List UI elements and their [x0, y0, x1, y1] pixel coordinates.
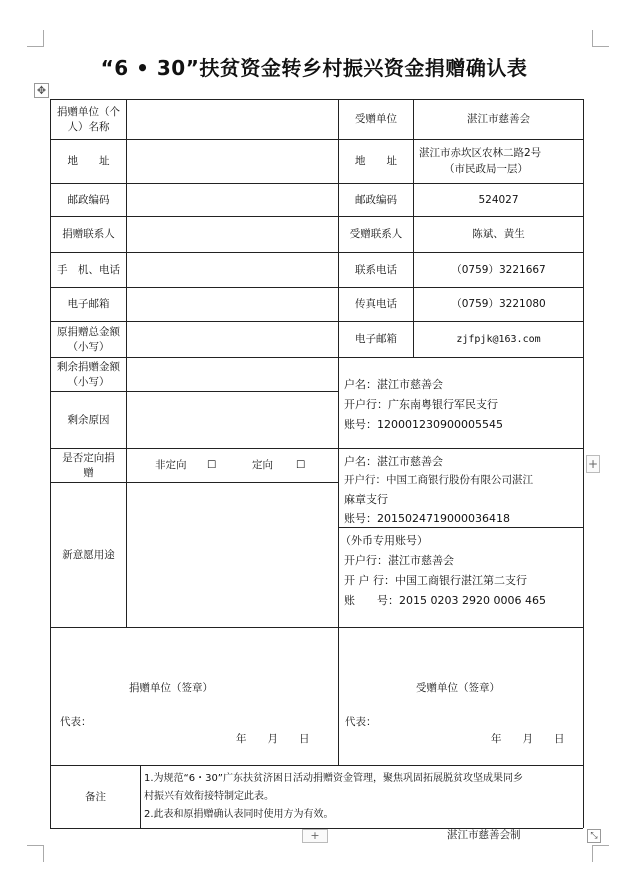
remarks-note-line3: 2.此表和原捐赠确认表同时使用方为有效。	[144, 809, 334, 820]
table-resize-handle-icon[interactable]: ⤡	[587, 829, 601, 843]
donor-unit-field[interactable]	[127, 100, 338, 139]
crop-mark-bottom-right	[592, 845, 609, 862]
donor-address-field[interactable]	[127, 140, 338, 183]
recipient-unit-label: 受赠单位	[355, 113, 397, 125]
bank2-bank-name-line2: 麻章支行	[344, 493, 388, 506]
recipient-unit-value: 湛江市慈善会	[467, 113, 530, 125]
remaining-reason-label: 剩余原因	[67, 413, 110, 426]
bank3-header: （外币专用账号）	[340, 534, 428, 547]
bank3-bank-name: 开 户 行：中国工商银行湛江第二支行	[344, 574, 527, 587]
recipient-contact-value: 陈斌、黄生	[472, 228, 525, 240]
footer-issuer: 湛江市慈善会制	[447, 829, 521, 841]
new-purpose-field[interactable]	[127, 483, 338, 627]
directed-checkbox[interactable]: ☐	[296, 459, 306, 471]
address-label: 地 址	[67, 155, 110, 167]
recipient-address-value	[414, 140, 583, 183]
directed-label: 是否定向捐赠	[62, 451, 115, 479]
recipient-email-value: zjfpjk@163.com	[456, 334, 541, 345]
bank1-account-name: 户名：湛江市慈善会	[344, 378, 443, 391]
recipient-representative-label: 代表：	[345, 716, 377, 728]
donor-mobile-field[interactable]	[127, 253, 338, 287]
crop-mark-top-right	[592, 30, 609, 47]
remaining-amount-label: 剩余捐赠金额（小写）	[57, 360, 120, 388]
donor-signature-area[interactable]	[51, 628, 338, 765]
recipient-phone-label: 联系电话	[355, 263, 397, 276]
bank2-account-name: 户名：湛江市慈善会	[344, 455, 443, 468]
recipient-address-line2: （市民政局一层）	[444, 163, 528, 175]
bank3-account-number: 账 号：2015 0203 2920 0006 465	[344, 594, 546, 607]
recipient-phone-value: （0759）3221667	[451, 263, 546, 276]
postcode-label: 邮政编码	[67, 193, 110, 206]
donor-unit-label: 捐赠单位（个人）名称	[57, 105, 120, 133]
remaining-reason-field[interactable]	[127, 392, 338, 448]
recipient-seal-label: 受赠单位（签章）	[416, 682, 500, 694]
donor-contact-label: 捐赠联系人	[62, 228, 115, 240]
directed-option-label: 定向	[252, 459, 273, 471]
recipient-fax-label: 传真电话	[355, 298, 397, 310]
remarks-label: 备注	[85, 790, 106, 803]
recipient-postcode-value: 524027	[478, 193, 519, 206]
donor-date-label: 年 月 日	[236, 733, 310, 745]
mobile-label: 手 机、电话	[57, 263, 120, 276]
remarks-note-line2: 村振兴有效衔接特制定此表。	[144, 791, 274, 802]
recipient-address-line1: 湛江市赤坎区农林二路2号	[419, 147, 542, 159]
donor-contact-field[interactable]	[127, 217, 338, 252]
non-directed-option-label: 非定向	[155, 459, 187, 471]
crop-mark-bottom-left	[27, 845, 44, 862]
bank1-account-number: 账号：120001230900005545	[344, 418, 503, 431]
remaining-amount-field[interactable]	[127, 358, 338, 391]
page-title: “6 • 30”扶贫资金转乡村振兴资金捐赠确认表	[100, 56, 528, 80]
add-column-button[interactable]: +	[587, 457, 599, 471]
remarks-note-line1: 1.为规范“6・30”广东扶贫济困日活动捐赠资金管理，聚焦巩固拓展脱贫攻坚成果同乡	[144, 773, 523, 784]
recipient-address-label: 地 址	[355, 155, 397, 167]
recipient-email-label: 电子邮箱	[355, 333, 397, 345]
recipient-contact-label: 受赠联系人	[349, 228, 403, 240]
non-directed-checkbox[interactable]: ☐	[207, 459, 217, 471]
donor-postcode-field[interactable]	[127, 184, 338, 216]
crop-mark-top-left	[27, 30, 44, 47]
recipient-postcode-label: 邮政编码	[355, 193, 397, 206]
new-purpose-label: 新意愿用途	[62, 548, 115, 561]
email-label: 电子邮箱	[67, 298, 110, 310]
add-row-button[interactable]: +	[302, 829, 328, 843]
donor-email-field[interactable]	[127, 288, 338, 321]
bank2-account-number: 账号：2015024719000036418	[344, 512, 510, 525]
bank2-bank-name-line1: 开户行：中国工商银行股份有限公司湛江	[344, 474, 533, 486]
original-total-label: 原捐赠总金额（小写）	[57, 325, 120, 353]
bank1-bank-name: 开户行：广东南粤银行军民支行	[344, 398, 498, 411]
recipient-fax-value: （0759）3221080	[451, 298, 546, 310]
donor-representative-label: 代表：	[60, 716, 92, 728]
table-move-handle-icon[interactable]: ✥	[34, 83, 49, 98]
bank3-account-name: 开户行：湛江市慈善会	[344, 554, 454, 567]
original-total-field[interactable]	[127, 322, 338, 357]
recipient-date-label: 年 月 日	[491, 733, 565, 745]
donor-seal-label: 捐赠单位（签章）	[129, 682, 213, 694]
